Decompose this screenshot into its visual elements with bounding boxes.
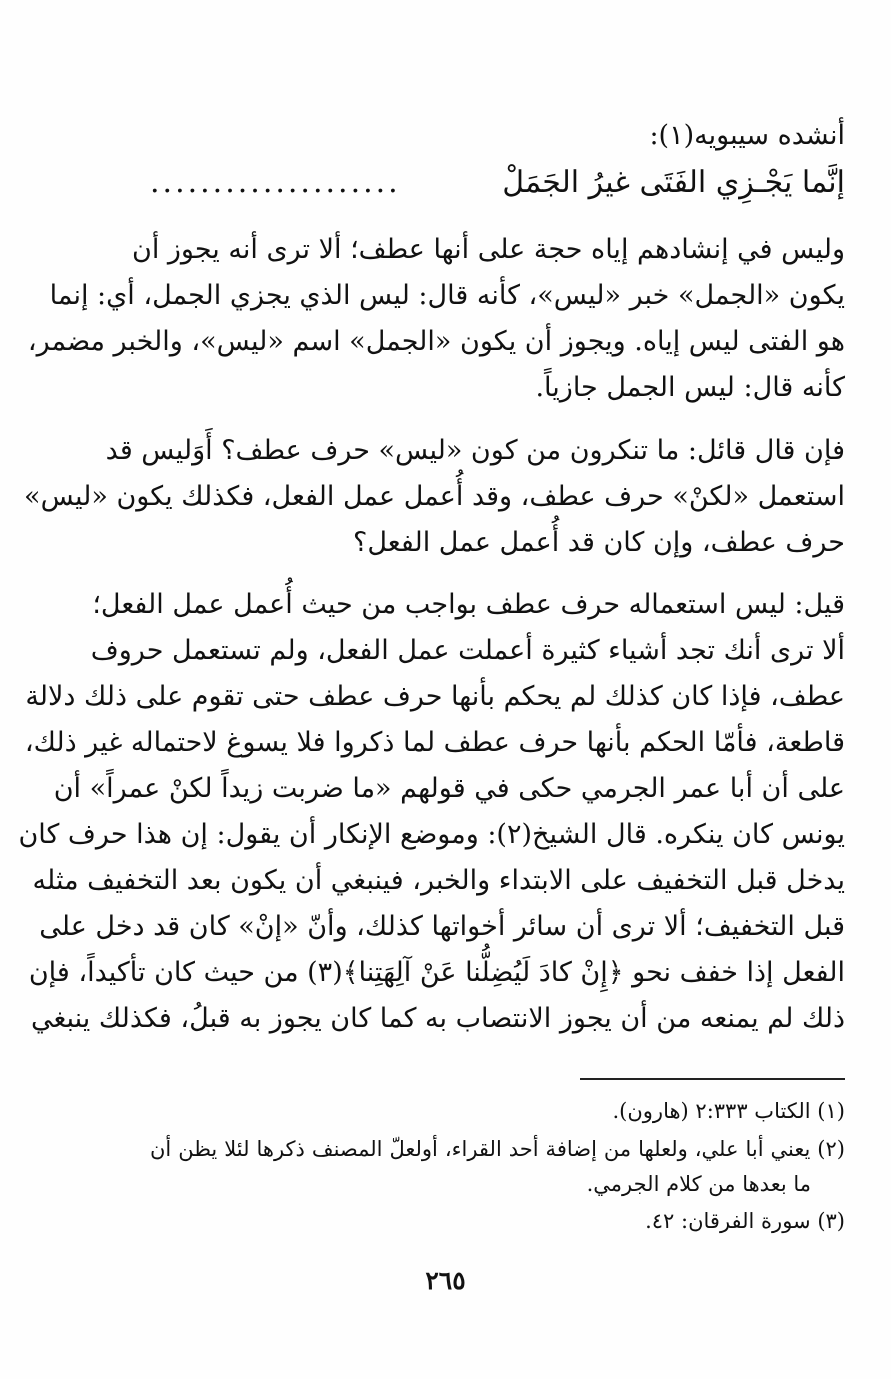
- body-line: وليس في إنشادهم إياه حجة على أنها عطف؛ ألا ترى أنه يجوز أن: [131, 234, 845, 265]
- body-line: يدخل قبل التخفيف على الابتداء والخبر، فينبغي أن يكون بعد التخفيف مثله: [32, 865, 845, 896]
- body-line: قبل التخفيف؛ ألا ترى أن سائر أخواتها كذلك، وأنّ «إنْ» كان قد دخل على: [39, 911, 845, 942]
- body-line: يكون «الجمل» خبر «ليس»، كأنه قال: ليس الذي يجزي الجمل، أي: إنما: [49, 280, 845, 311]
- verse-ellipsis: ....................: [150, 165, 401, 200]
- body-line: حرف عطف، وإن كان قد أُعمل عمل الفعل؟: [353, 527, 845, 558]
- body-line: الفعل إذا خفف نحو ﴿إِنْ كادَ لَيُضِلُّنا عَنْ آلِهَتِنا﴾(٣) من حيث كان تأكيداً، فإن: [28, 957, 845, 988]
- body-line: على أن أبا عمر الجرمي حكى في قولهم «ما ضربت زيداً لكنْ عمراً» أن: [53, 773, 845, 804]
- footnote-2-cont: ما بعدها من كلام الجرمي.: [586, 1172, 811, 1196]
- footnote-1: (١) الكتاب ٢:٣٣٣ (هارون).: [612, 1099, 845, 1123]
- body-line: هو الفتى ليس إياه. ويجوز أن يكون «الجمل» اسم «ليس»، والخبر مضمر،: [27, 326, 845, 357]
- body-line: قيل: ليس استعماله حرف عطف بواجب من حيث أُعمل عمل الفعل؛: [92, 589, 845, 620]
- footnote-2: (٢) يعني أبا علي، ولعلها من إضافة أحد القراء، أولعلّ المصنف ذكرها لئلا يظن أن: [150, 1137, 845, 1161]
- body-line: ألا ترى أنك تجد أشياء كثيرة أعملت عمل الفعل، ولم تستعمل حروف: [90, 635, 845, 666]
- body-line: كأنه قال: ليس الجمل جازياً.: [535, 372, 845, 403]
- body-line: يونس كان ينكره. قال الشيخ(٢): وموضع الإنكار أن يقول: إن هذا حرف كان: [18, 819, 845, 850]
- footnote-3: (٣) سورة الفرقان: ٤٢.: [645, 1209, 845, 1233]
- verse-intro: أنشده سيبويه(١):: [649, 120, 845, 151]
- body-line: استعمل «لكنْ» حرف عطف، وقد أُعمل عمل الفعل، فكذلك يكون «ليس»: [24, 481, 845, 512]
- body-line: فإن قال قائل: ما تنكرون من كون «ليس» حرف عطف؟ أَوَليس قد: [105, 435, 845, 466]
- body-line: قاطعة، فأمّا الحكم بأنها حرف عطف لما ذكروا فلا يسوغ لاحتماله غير ذلك،: [24, 727, 845, 758]
- body-line: عطف، فإذا كان كذلك لم يحكم بأنها حرف عطف حتى تقوم على ذلك دلالة: [25, 681, 845, 712]
- footnote-separator: [580, 1078, 845, 1080]
- verse-hemistich: إنَّما يَجْـزِي الفَتَى غيرُ الجَمَلْ: [502, 165, 845, 200]
- page-number: ٢٦٥: [425, 1266, 466, 1295]
- poetry-verse: [150, 163, 845, 203]
- body-line: ذلك لم يمنعه من أن يجوز الانتصاب به كما كان يجوز به قبلُ، فكذلك ينبغي: [30, 1003, 845, 1034]
